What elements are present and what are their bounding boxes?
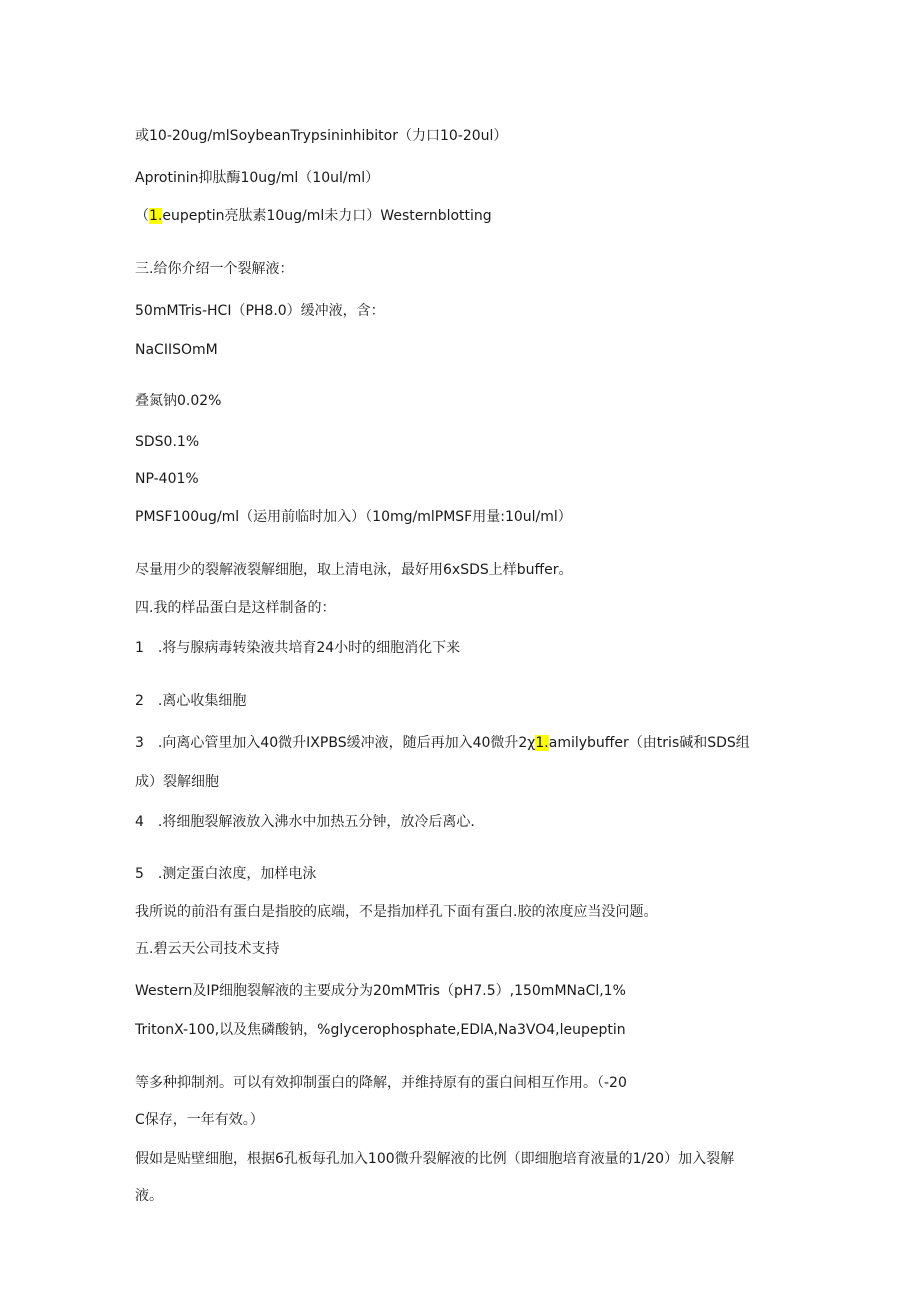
step-1 [135,639,460,657]
step-3-continued [135,773,219,791]
section-5-heading [135,940,279,958]
text-segment: 成）裂解细胞 [135,774,219,790]
text-segment: 50mMTris-HCI（PH8.0）缓冲液，含： [135,303,385,319]
step-3 [135,734,750,752]
text-segment: 我所说的前沿有蛋白是指胶的底端，不是指加样孔下面有蛋白.胶的浓度应当没问题。 [135,904,658,920]
highlighted-text: 1. [149,208,163,224]
pmsf-line [135,508,572,526]
adherent-cells-line-end [135,1187,163,1205]
text-segment: Western及IP细胞裂解液的主要成分为20mMTris（pH7.5）,150mMNaCl,1% [135,983,626,999]
text-segment: 叠氮钠0.02% [135,393,222,409]
text-segment: TritonX-100,以及焦磷酸钠，%glycerophosphate,EDlA,Na3VO4,leupeptin [135,1022,626,1038]
beyotime-line-2 [135,1021,626,1039]
step-5 [135,865,316,883]
text-segment: 尽量用少的裂解液裂解细胞，取上清电泳，最好用6xSDS上样buffer。 [135,562,573,578]
inhibitor-line [135,127,507,145]
buffer-line [135,302,385,320]
text-segment: 或10-20ug/mlSoybeanTrypsininhibitor（力口10-20ul） [135,128,508,144]
text-segment: 液。 [135,1188,163,1204]
sds-line [135,433,199,451]
text-segment: 假如是贴壁细胞，根据6孔板每孔加入100微升裂解液的比例（即细胞培育液量的1/20）加入裂解 [135,1151,735,1167]
step-4 [135,813,475,831]
adherent-cells-line [135,1150,734,1168]
text-segment: 2 .离心收集细胞 [135,693,247,709]
text-segment: C保存，一年有效。） [135,1112,264,1128]
text-segment: 等多种抑制剂。可以有效抑制蛋白的降解，并维持原有的蛋白间相互作用。（-20 [135,1075,627,1091]
highlighted-text: 1. [535,735,549,751]
text-segment: NP-401% [135,471,199,487]
text-segment: 五.碧云天公司技术支持 [135,941,280,957]
beyotime-line-3 [135,1074,627,1092]
text-segment: 3 .向离心管里加入40微升IXPBS缓冲液，随后再加入40微升2χ [135,735,536,751]
text-segment: amilybuffer（由tris碱和SDS组 [548,735,750,751]
np40-line [135,470,199,488]
text-segment: eupeptin亮肽素10ug/ml未力口）Westernblotting [162,208,492,224]
text-segment: 4 .将细胞裂解液放入沸水中加热五分钟，放冷后离心. [135,814,475,830]
beyotime-line-4 [135,1111,264,1129]
text-segment: SDS0.1% [135,434,200,450]
text-segment: 四.我的样品蛋白是这样制备的： [135,600,336,616]
nacl-line [135,341,218,359]
text-segment: PMSF100ug/ml（运用前临时加入）（10mg/mlPMSF用量:10ul/ml） [135,509,572,525]
leupeptin-line [135,207,492,225]
text-segment: 三.给你介绍一个裂解液： [135,261,294,277]
text-segment: （ [135,208,149,224]
section-3-heading [135,260,293,278]
lysis-advice-line [135,561,573,579]
section-4-heading [135,599,335,617]
text-segment: 1 .将与腺病毒转染液共培育24小时的细胞消化下来 [135,640,461,656]
gel-note-line [135,903,657,921]
azide-line [135,392,221,410]
step-2 [135,692,246,710]
text-segment: NaCIISOmM [135,342,218,358]
aprotinin-line [135,169,379,187]
beyotime-line-1 [135,982,626,1000]
text-segment: Aprotinin抑肽酶10ug/ml（10ul/ml） [135,170,380,186]
text-segment: 5 .测定蛋白浓度，加样电泳 [135,866,317,882]
